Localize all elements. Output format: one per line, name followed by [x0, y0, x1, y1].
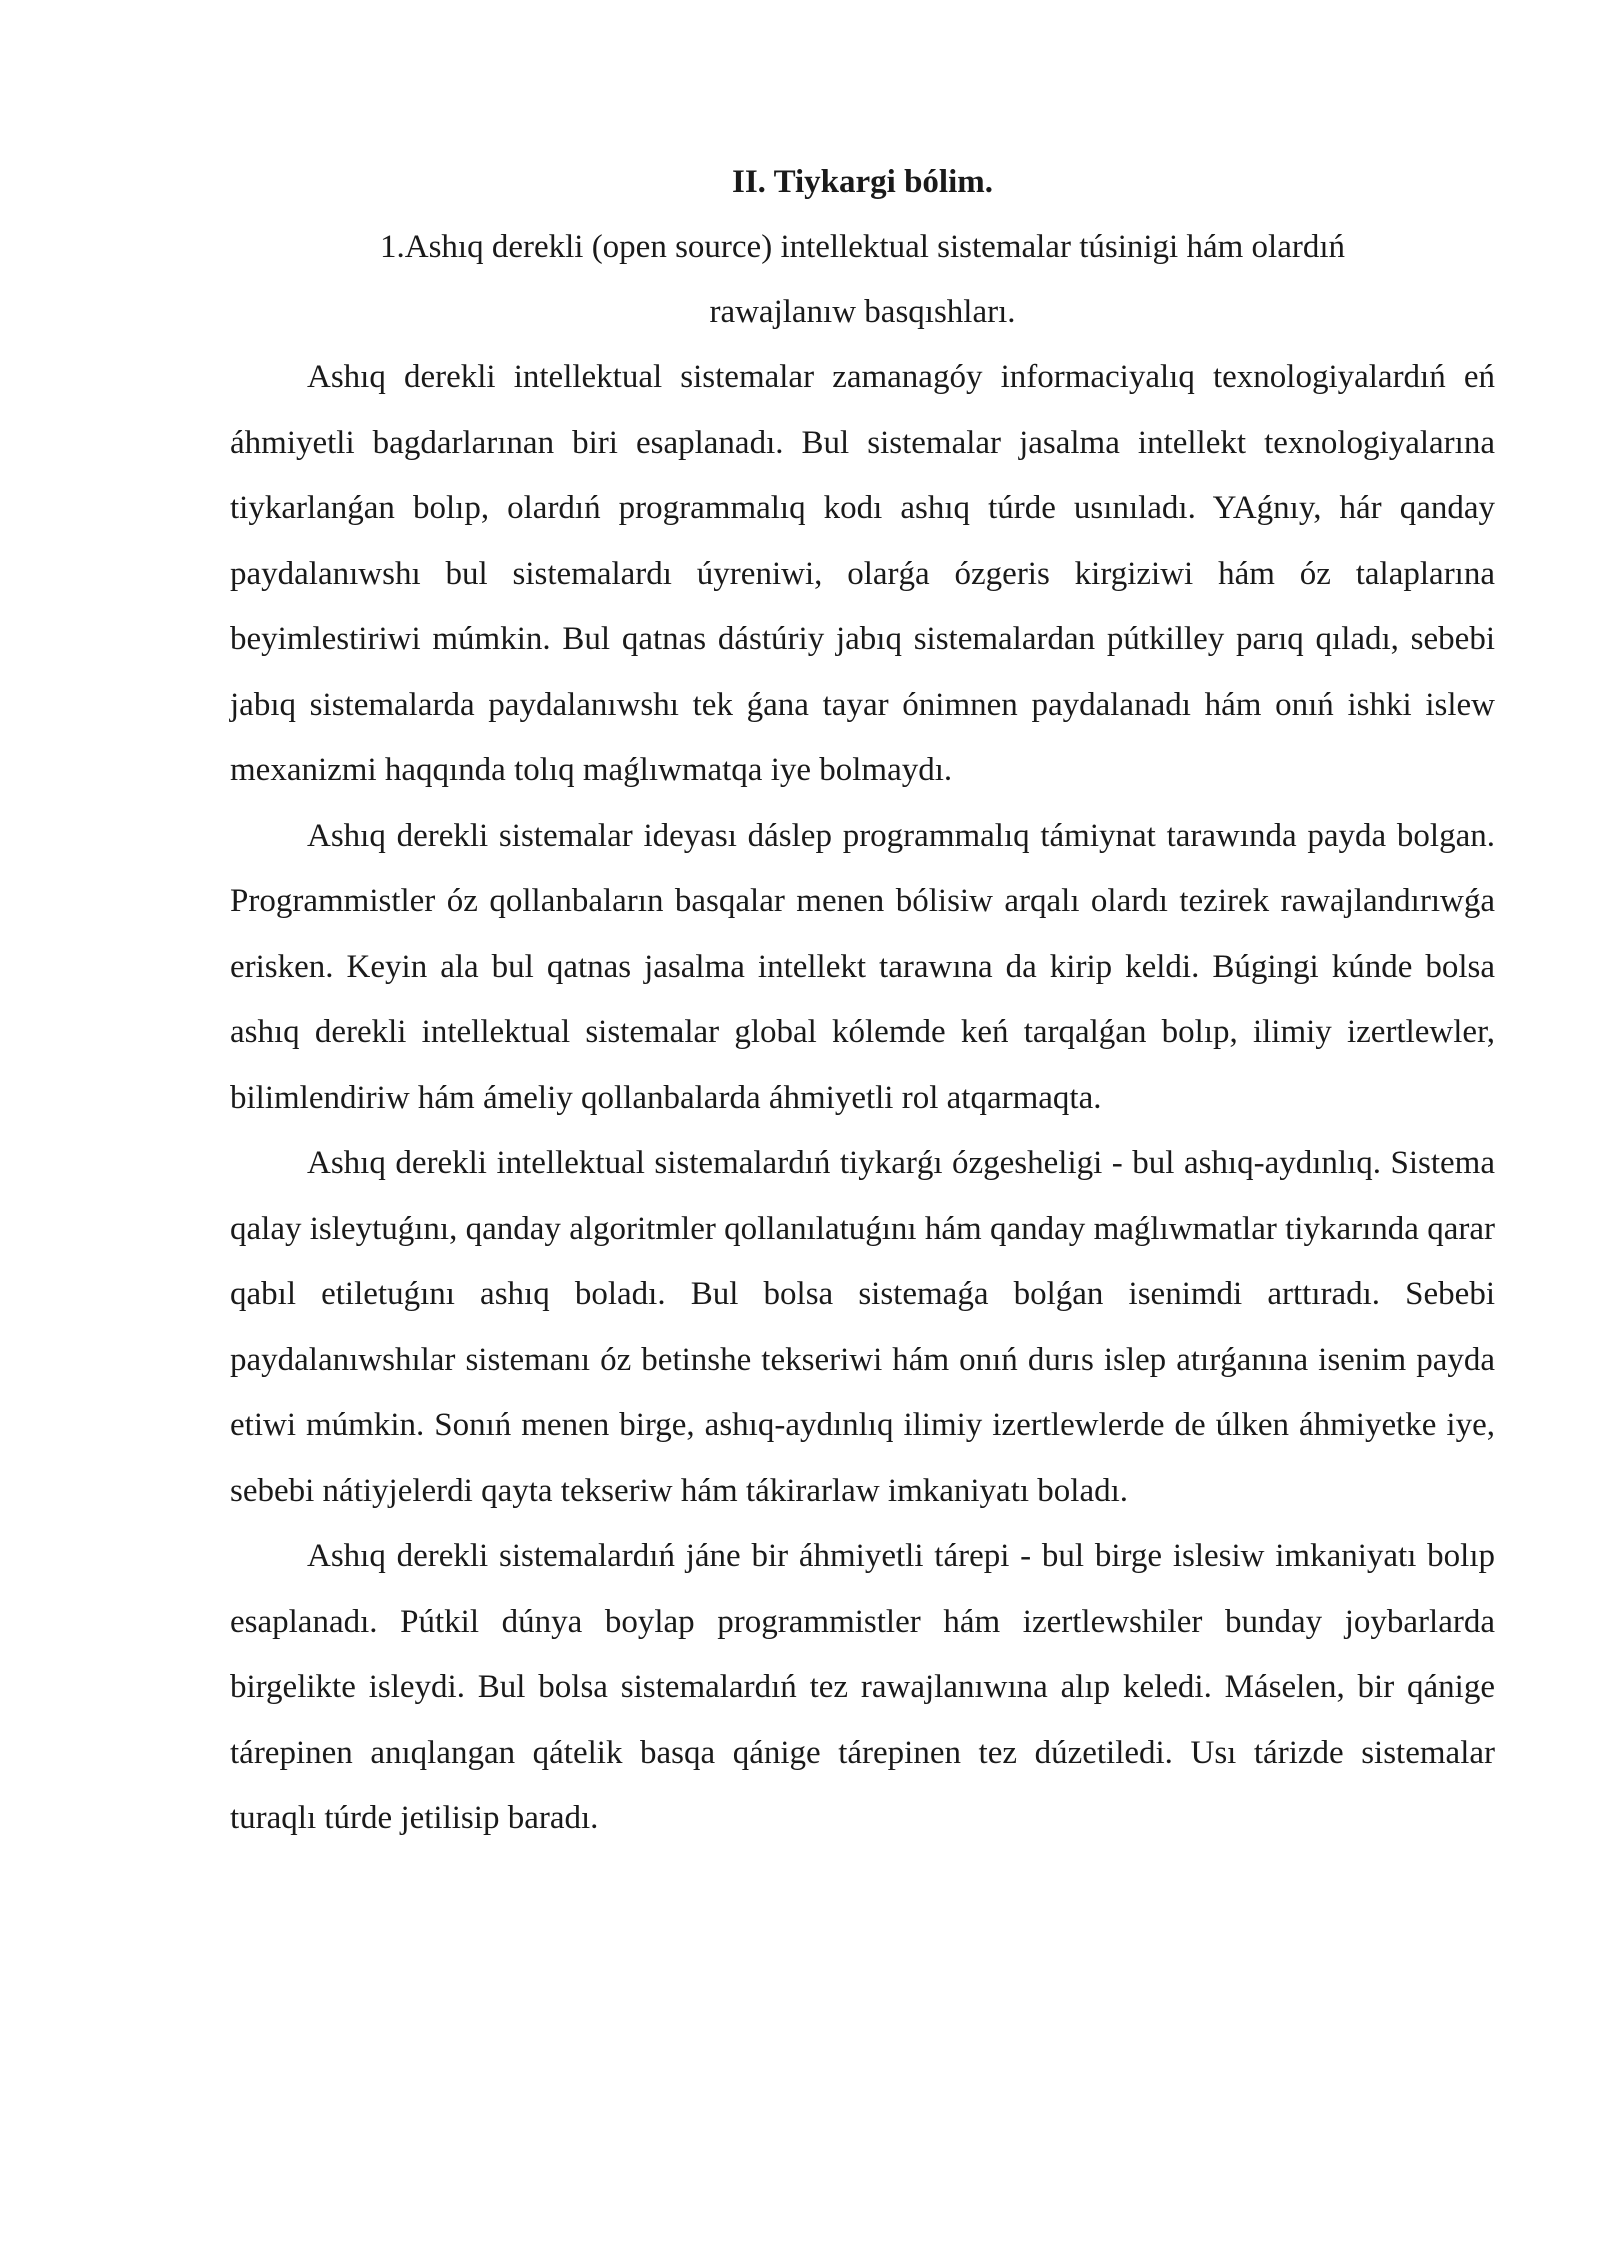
- document-page: [230, 150, 1495, 1852]
- section-title: II. Tiykargi bólim.: [731, 164, 994, 200]
- paragraph-1: Ashıq derekli intellektual sistemalar zamanagóy informaciyalıq texnologiyalardıń eń áhmiyetli bagdarlarınan biri esaplanadı. Bul sistemalar jasalma intellekt texnologiyalarına tiykarlanǵan bolıp, olardıń programmalıq kodı ashıq túrde usınıladı. YAǵnıy, hár qanday paydalanıwshı bul sistemalardı úyreniwi, olarǵa ózgeris kirgiziwi hám óz talaplarına beyimlestiriwi múmkin. Bul qatnas dástúriy jabıq sistemalardan pútkilley parıq qıladı, sebebi jabıq sistemalarda paydalanıwshı tek ǵana tayar ónimnen paydalanadı hám onıń ishki islew mexanizmi haqqında tolıq maǵlıwmatqa iye bolmaydı.: [230, 359, 1495, 788]
- paragraph-3: Ashıq derekli intellektual sistemalardıń tiykarǵı ózgesheligi - bul ashıq-aydınlıq. Sistema qalay isleytuǵını, qanday algoritmler qollanılatuǵını hám qanday maǵlıwmatlar tiykarında qarar qabıl etiletuǵını ashıq boladı. Bul bolsa sistemaǵa bolǵan isenimdi arttıradı. Sebebi paydalanıwshılar sistemanı óz betinshe tekseriwi hám onıń durıs islep atırǵanına isenim payda etiwi múmkin. Sonıń menen birge, ashıq-aydınlıq ilimiy izertlewlerde de úlken áhmiyetke iye, sebebi nátiyjelerdi qayta tekseriw hám tákirarlaw imkaniyatı boladı.: [230, 1145, 1495, 1509]
- paragraph-4: Ashıq derekli sistemalardıń jáne bir áhmiyetli tárepi - bul birge islesiw imkaniyatı bolıp esaplanadı. Pútkil dúnya boylap programmistler hám izertlewshiler bunday joybarlarda birgelikte isleydi. Bul bolsa sistemalardıń tez rawajlanıwına alıp keledi. Máselen, bir qánige tárepinen anıqlangan qátelik basqa qánige tárepinen tez dúzetiledi. Usı tárizde sistemalar turaqlı túrde jetilisip baradı.: [230, 1538, 1495, 1836]
- subsection-title: 1.Ashıq derekli (open source) intellektual sistemalar túsinigi hám olardıń rawajlanıw basqıshları.: [379, 229, 1345, 330]
- paragraph-2: Ashıq derekli sistemalar ideyası dáslep programmalıq támiynat tarawında payda bolgan. Programmistler óz qollanbaların basqalar menen bólisiw arqalı olardı tezirek rawajlandırıwǵa erisken. Keyin ala bul qatnas jasalma intellekt tarawına da kirip keldi. Búgingi kúnde bolsa ashıq derekli intellektual sistemalar global kólemde keń tarqalǵan bolıp, ilimiy izertlewler, bilimlendiriw hám ámeliy qollanbalarda áhmiyetli rol atqarmaqta.: [230, 817, 1495, 1116]
